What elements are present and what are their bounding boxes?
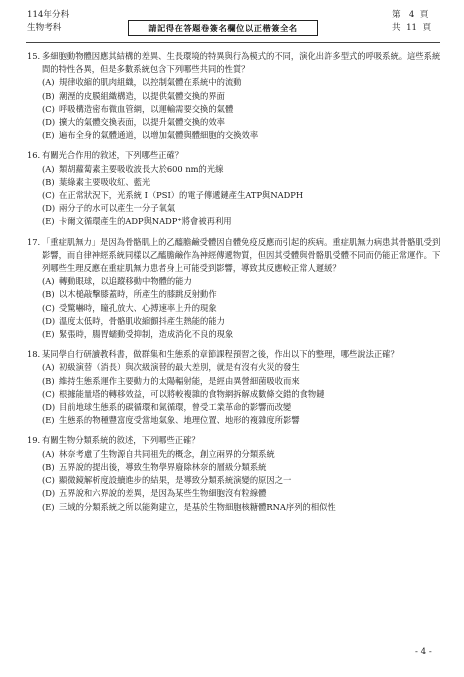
current-page: 第 4 頁 <box>392 10 429 20</box>
option-a: (A) 規律收縮的肌肉組織，以控制氣體在系統中的流動 <box>42 77 242 88</box>
option-b: (B) 潮溼的皮膜組織構造，以提供氣體交換的界面 <box>42 90 225 101</box>
question-18 <box>27 348 441 427</box>
question-stem: 「重症肌無力」是因為骨骼肌上的乙醯膽鹼受體因自體免疫反應而引起的疾病。重症肌無力病患其骨骼肌受到影響，而自律神經系統同樣以乙醯膽鹼作為神經傳遞物質，但因其受體與骨骼肌受體不同而仍能正常運作。下列哪些生理反應在重症肌無力患者身上可能受到影響，導致其反應較正常人遲緩？ <box>42 236 441 274</box>
page-number-footer: - 4 - <box>415 647 432 657</box>
option-a: (A) 初級演替（消長）與次級演替的最大差別，就是有沒有火災的發生 <box>42 362 300 373</box>
option-d: (D) 五界說和六界說的差異，是因為某些生物細胞沒有粒線體 <box>42 488 267 499</box>
option-c: (C) 根據能量塔的轉移效益，可以將較複雜的食物網拆解成數條交錯的食物鏈 <box>42 388 325 399</box>
option-d: (D) 溫度太低時，骨骼肌收縮顫抖產生熱能的能力 <box>42 315 225 326</box>
option-e: (E) 緊張時，腸胃蠕動受抑制，造成消化不良的現象 <box>42 329 234 340</box>
page-counter <box>392 9 431 35</box>
exam-title <box>27 9 69 35</box>
question-stem: 有關生物分類系統的敘述，下列哪些正確？ <box>42 435 200 446</box>
total-pages: 共 11 頁 <box>392 23 432 33</box>
question-number: 16. <box>27 150 41 161</box>
question-17 <box>27 236 441 342</box>
option-a: (A) 類胡蘿蔔素主要吸收波長大於600 nm的光線 <box>42 163 224 174</box>
option-d: (D) 目前地球生態系的碳循環和氮循環，曾受工業革命的影響而改變 <box>42 402 292 413</box>
option-e: (E) 生態系的物種豐富度受當地氣象、地理位置、地形的複雜度所影響 <box>42 415 300 426</box>
option-c: (C) 在正常狀況下，光系統 I（PSI）的電子傳遞鏈產生ATP與NADPH <box>42 190 304 201</box>
option-b: (B) 五界說的提出後，導致生物學界廢除林奈的層級分類系統 <box>42 461 267 472</box>
option-a: (A) 林奈考慮了生物源自共同祖先的概念，創立兩界的分類系統 <box>42 448 275 459</box>
option-c: (C) 顯微鏡解析度設續進步的結果，是導致分類系統演變的原因之一 <box>42 475 292 486</box>
exam-subject: 生物考科 <box>27 23 62 33</box>
question-number: 15. <box>27 51 41 61</box>
option-c: (C) 受驚嚇時，瞳孔放大、心搏速率上升的現象 <box>42 302 217 313</box>
question-16 <box>27 149 441 228</box>
option-b: (B) 葉綠素主要吸收紅、藍光 <box>42 176 151 187</box>
header-divider <box>26 42 440 43</box>
question-number: 19. <box>27 435 41 446</box>
option-e: (E) 三域的分類系統之所以能夠建立，是基於生物細胞核糖體RNA序列的相似性 <box>42 501 336 512</box>
question-list <box>27 50 441 521</box>
exam-year-subject: 114年分科 <box>27 10 70 20</box>
question-15 <box>27 50 441 142</box>
question-number: 17. <box>27 236 41 247</box>
question-19 <box>27 434 441 513</box>
question-stem: 有關光合作用的敘述，下列哪些正確？ <box>42 150 184 161</box>
option-b: (B) 以木槌敲擊膝蓋時，所產生的膝跳反射動作 <box>42 289 217 300</box>
option-e: (E) 遍布全身的氣體通道，以增加氣體與體細胞的交換效率 <box>42 130 259 141</box>
question-stem: 某同學自行研讀教科書，做群集和生態系的章節課程預習之後，作出以下的整理，哪些說法正確？ <box>42 349 399 360</box>
option-e: (E) 卡爾文循環產生的ADP與NADP⁺將會被再利用 <box>42 216 232 227</box>
option-b: (B) 維持生態系運作主要動力的太陽輻射能，是經由異營細菌吸收而來 <box>42 375 300 386</box>
option-d: (D) 擴大的氣體交換表面，以提升氣體交換的效率 <box>42 117 225 128</box>
option-d: (D) 兩分子的水可以產生一分子氧氣 <box>42 203 176 214</box>
option-c: (C) 呼吸構造密布微血管網，以運輸需要交換的氣體 <box>42 103 234 114</box>
question-number: 18. <box>27 349 41 360</box>
question-stem: 多細胞動物體因應其結構的差異、生長環境的特異與行為模式的不同，演化出許多型式的呼吸系統。這些系統間的特性各異，但是多數系統包含下列哪些共同的性質？ <box>42 51 441 75</box>
option-a: (A) 轉動眼球，以追蹤移動中物體的能力 <box>42 276 192 287</box>
signature-notice: 請記得在答題卷簽名欄位以正楷簽全名 <box>128 20 318 36</box>
